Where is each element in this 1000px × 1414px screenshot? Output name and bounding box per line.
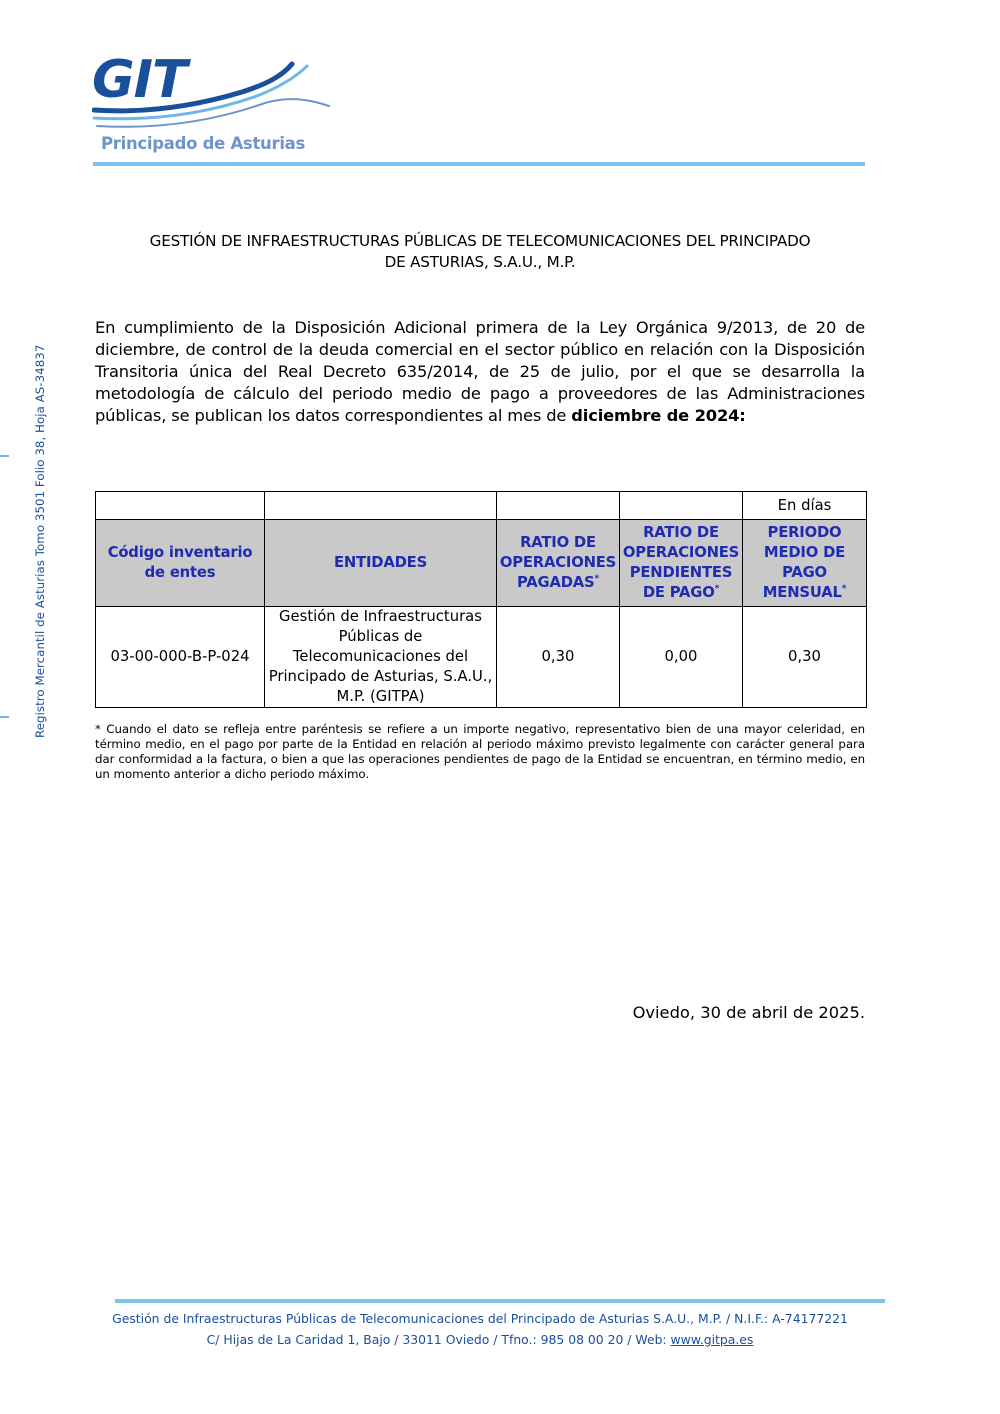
header-divider <box>93 162 865 166</box>
cell-code: 03-00-000-B-P-024 <box>96 607 265 708</box>
header-paid: RATIO DE OPERACIONES PAGADAS* <box>497 520 620 607</box>
title-line-2: DE ASTURIAS, S.A.U., M.P. <box>384 253 576 271</box>
header-pending: RATIO DE OPERACIONES PENDIENTES DE PAGO* <box>620 520 743 607</box>
cell-paid: 0,30 <box>497 607 620 708</box>
git-logo <box>92 52 342 162</box>
units-row <box>96 492 867 520</box>
header-average: PERIODO MEDIO DE PAGO MENSUAL* <box>743 520 867 607</box>
side-registry-text: Registro Mercantil de Asturias Tomo 3501 Folio 38, Hoja AS-34837 <box>33 344 47 738</box>
footer-address-text: C/ Hijas de La Caridad 1, Bajo / 33011 Oviedo / Tfno.: 985 08 00 20 / Web: <box>206 1332 671 1347</box>
footnote: * Cuando el dato se refleja entre paréntesis se refiere a un importe negativo, representativo bien de una mayor celeridad, en término medio, en el pago por parte de la Entidad en relación al periodo máximo previsto legalmente con carácter general para dar conformidad a la factura, o bien a que las operaciones pendientes de pago de la Entidad se encuentran, en término medio, en un momento anterior a dicho periodo máximo. <box>95 722 865 781</box>
intro-paragraph <box>95 317 865 427</box>
cell-pending: 0,00 <box>620 607 743 708</box>
footer-company: Gestión de Infraestructuras Públicas de Telecomunicaciones del Principado de Asturias S.A.U., M.P. / N.I.F.: A-74177221 <box>112 1311 848 1326</box>
header-entity: ENTIDADES <box>265 520 497 607</box>
side-tick-top <box>0 455 9 457</box>
cell-entity: Gestión de Infraestructuras Públicas de Telecomunicaciones del Principado de Asturias, S.A.U., M.P. (GITPA) <box>265 607 497 708</box>
units-label: En días <box>743 492 867 520</box>
logo-subtitle: Principado de Asturias <box>101 134 306 153</box>
table-row <box>96 607 867 708</box>
intro-text: En cumplimiento de la Disposición Adicional primera de la Ley Orgánica 9/2013, de 20 de diciembre, de control de la deuda comercial en el sector público en relación con la Disposición Transitoria única del Real Decreto 635/2014, de 25 de julio, por el que se desarrolla la metodología de cálculo del periodo medio de pago a proveedores de las Administraciones públicas, se publican los datos correspondientes al mes de <box>95 318 865 425</box>
cell-average: 0,30 <box>743 607 867 708</box>
logo-wordmark: GIT <box>92 50 187 110</box>
side-tick-bottom <box>0 716 9 718</box>
document-date: Oviedo, 30 de abril de 2025. <box>632 1003 865 1022</box>
footer-divider <box>115 1299 885 1303</box>
footer-address <box>0 1332 960 1347</box>
empty-cell <box>497 492 620 520</box>
header-row <box>96 520 867 607</box>
document-title <box>95 231 865 273</box>
empty-cell <box>96 492 265 520</box>
intro-period: diciembre de 2024: <box>571 406 746 425</box>
empty-cell <box>620 492 743 520</box>
title-line-1: GESTIÓN DE INFRAESTRUCTURAS PÚBLICAS DE TELECOMUNICACIONES DEL PRINCIPADO <box>149 232 811 250</box>
payment-period-table <box>95 491 867 708</box>
footer-web-link[interactable]: www.gitpa.es <box>670 1332 754 1347</box>
header-code: Código inventario de entes <box>96 520 265 607</box>
empty-cell <box>265 492 497 520</box>
logo-wave-icon <box>92 52 342 142</box>
